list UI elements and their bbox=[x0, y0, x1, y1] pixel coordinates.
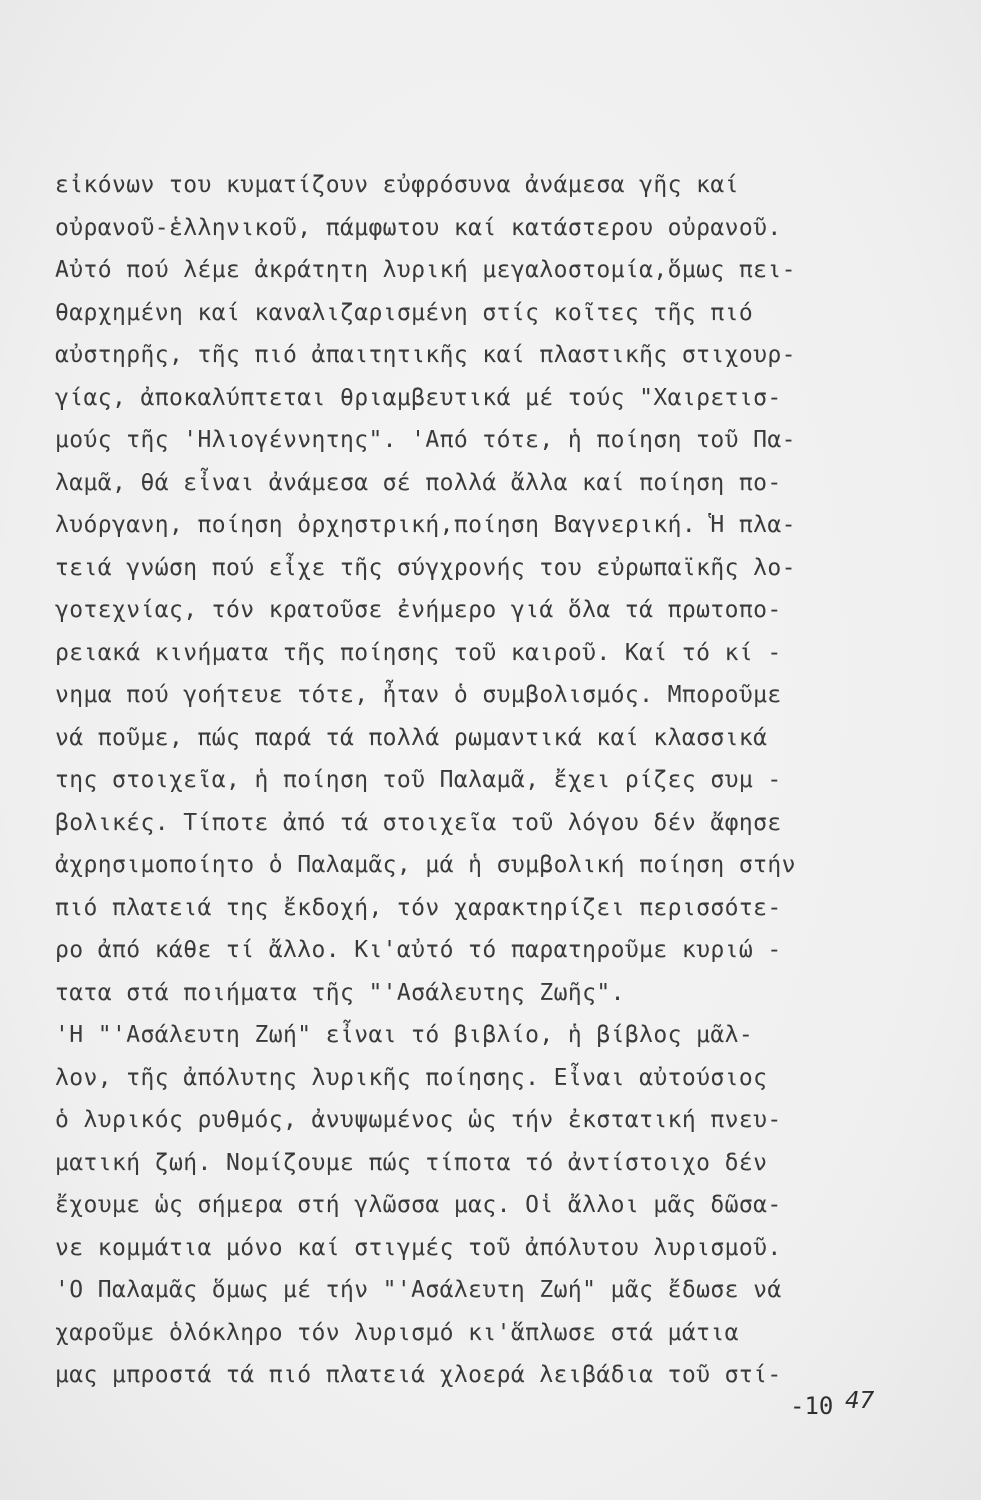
text-line: οὐρανοῦ-ἑλληνικοῦ, πάμφωτου καί κατάστερου οὐρανοῦ. bbox=[55, 214, 782, 241]
text-line: νε κομμάτια μόνο καί στιγμές τοῦ ἀπόλυτου λυρισμοῦ. bbox=[55, 1234, 782, 1261]
text-line: γοτεχνίας, τόν κρατοῦσε ἐνήμερο γιά ὅλα τά πρωτοπο- bbox=[55, 597, 782, 623]
text-line: ἀχρησιμοποίητο ὁ Παλαμᾶς, μά ἡ συμβολική ποίηση στήν bbox=[55, 852, 796, 878]
text-line: ματική ζωή. Νομίζουμε πώς τίποτα τό ἀντίστοιχο δέν bbox=[55, 1149, 768, 1176]
body-text bbox=[55, 164, 925, 1397]
text-line: λον, τῆς ἀπόλυτης λυρικῆς ποίησης. Εἶναι αὐτούσιος bbox=[55, 1064, 768, 1091]
text-line: βολικές. Τίποτε ἀπό τά στοιχεῖα τοῦ λόγου δέν ἄφησε bbox=[55, 809, 782, 836]
handwritten-page-number: 47 bbox=[845, 1388, 875, 1414]
text-line: γίας, ἀποκαλύπτεται θριαμβευτικά μέ τούς "Χαιρετισ- bbox=[55, 384, 782, 411]
text-line: νά ποῦμε, πώς παρά τά πολλά ρωμαντικά καί κλασσικά bbox=[55, 724, 768, 751]
text-line: πιό πλατειά της ἔκδοχή, τόν χαρακτηρίζει περισσότε- bbox=[55, 894, 782, 921]
text-line: ὁ λυρικός ρυθμός, ἀνυψωμένος ὡς τήν ἐκστατική πνευ- bbox=[55, 1107, 782, 1133]
text-line: Αὐτό πού λέμε ἀκράτητη λυρική μεγαλοστομία,ὅμως πει- bbox=[55, 257, 796, 283]
text-line: λυόργανη, ποίηση ὀρχηστρική,ποίηση Βαγνερική. Ἡ πλα- bbox=[55, 512, 796, 538]
text-line: μας μπροστά τά πιό πλατειά χλοερά λειβάδια τοῦ στί- bbox=[55, 1362, 782, 1388]
text-line: 'Η "'Ασάλευτη Ζωή" εἶναι τό βιβλίο, ἡ βίβλος μᾶλ- bbox=[55, 1022, 754, 1048]
text-line: νημα πού γοήτευε τότε, ἦταν ὁ συμβολισμός. Μποροῦμε bbox=[55, 682, 782, 708]
text-line: ρο ἀπό κάθε τί ἄλλο. Κι'αὐτό τό παρατηροῦμε κυριώ - bbox=[55, 937, 782, 963]
text-line: τατα στά ποιήματα τῆς "'Ασάλευτης Ζωῆς". bbox=[55, 979, 625, 1006]
text-line: θαρχημένη καί καναλιζαρισμένη στίς κοῖτες τῆς πιό bbox=[55, 299, 754, 326]
page-number: -10 bbox=[790, 1392, 834, 1420]
text-line: μούς τῆς 'Ηλιογέννητης". 'Από τότε, ἡ ποίηση τοῦ Πα- bbox=[55, 427, 796, 453]
text-line: χαροῦμε ὁλόκληρο τόν λυρισμό κι'ἅπλωσε στά μάτια bbox=[55, 1319, 739, 1346]
text-line: ἔχουμε ὡς σήμερα στή γλῶσσα μας. Οἱ ἄλλοι μᾶς δῶσα- bbox=[55, 1192, 782, 1218]
text-line: λαμᾶ, θά εἶναι ἀνάμεσα σέ πολλά ἄλλα καί ποίηση πο- bbox=[55, 469, 782, 496]
text-line: τειά γνώση πού εἶχε τῆς σύγχρονής του εὐρωπαϊκῆς λο- bbox=[55, 554, 796, 581]
text-line: αὐστηρῆς, τῆς πιό ἀπαιτητικῆς καί πλαστικῆς στιχουρ- bbox=[55, 342, 796, 368]
text-line: ρειακά κινήματα τῆς ποίησης τοῦ καιροῦ. Καί τό κί - bbox=[55, 639, 782, 666]
text-line: της στοιχεῖα, ἡ ποίηση τοῦ Παλαμᾶ, ἔχει ρίζες συμ - bbox=[55, 767, 782, 793]
text-line: 'Ο Παλαμᾶς ὅμως μέ τήν "'Ασάλευτη Ζωή" μᾶς ἔδωσε νά bbox=[55, 1277, 782, 1303]
text-line: εἰκόνων του κυματίζουν εὐφρόσυνα ἀνάμεσα γῆς καί bbox=[55, 172, 739, 198]
